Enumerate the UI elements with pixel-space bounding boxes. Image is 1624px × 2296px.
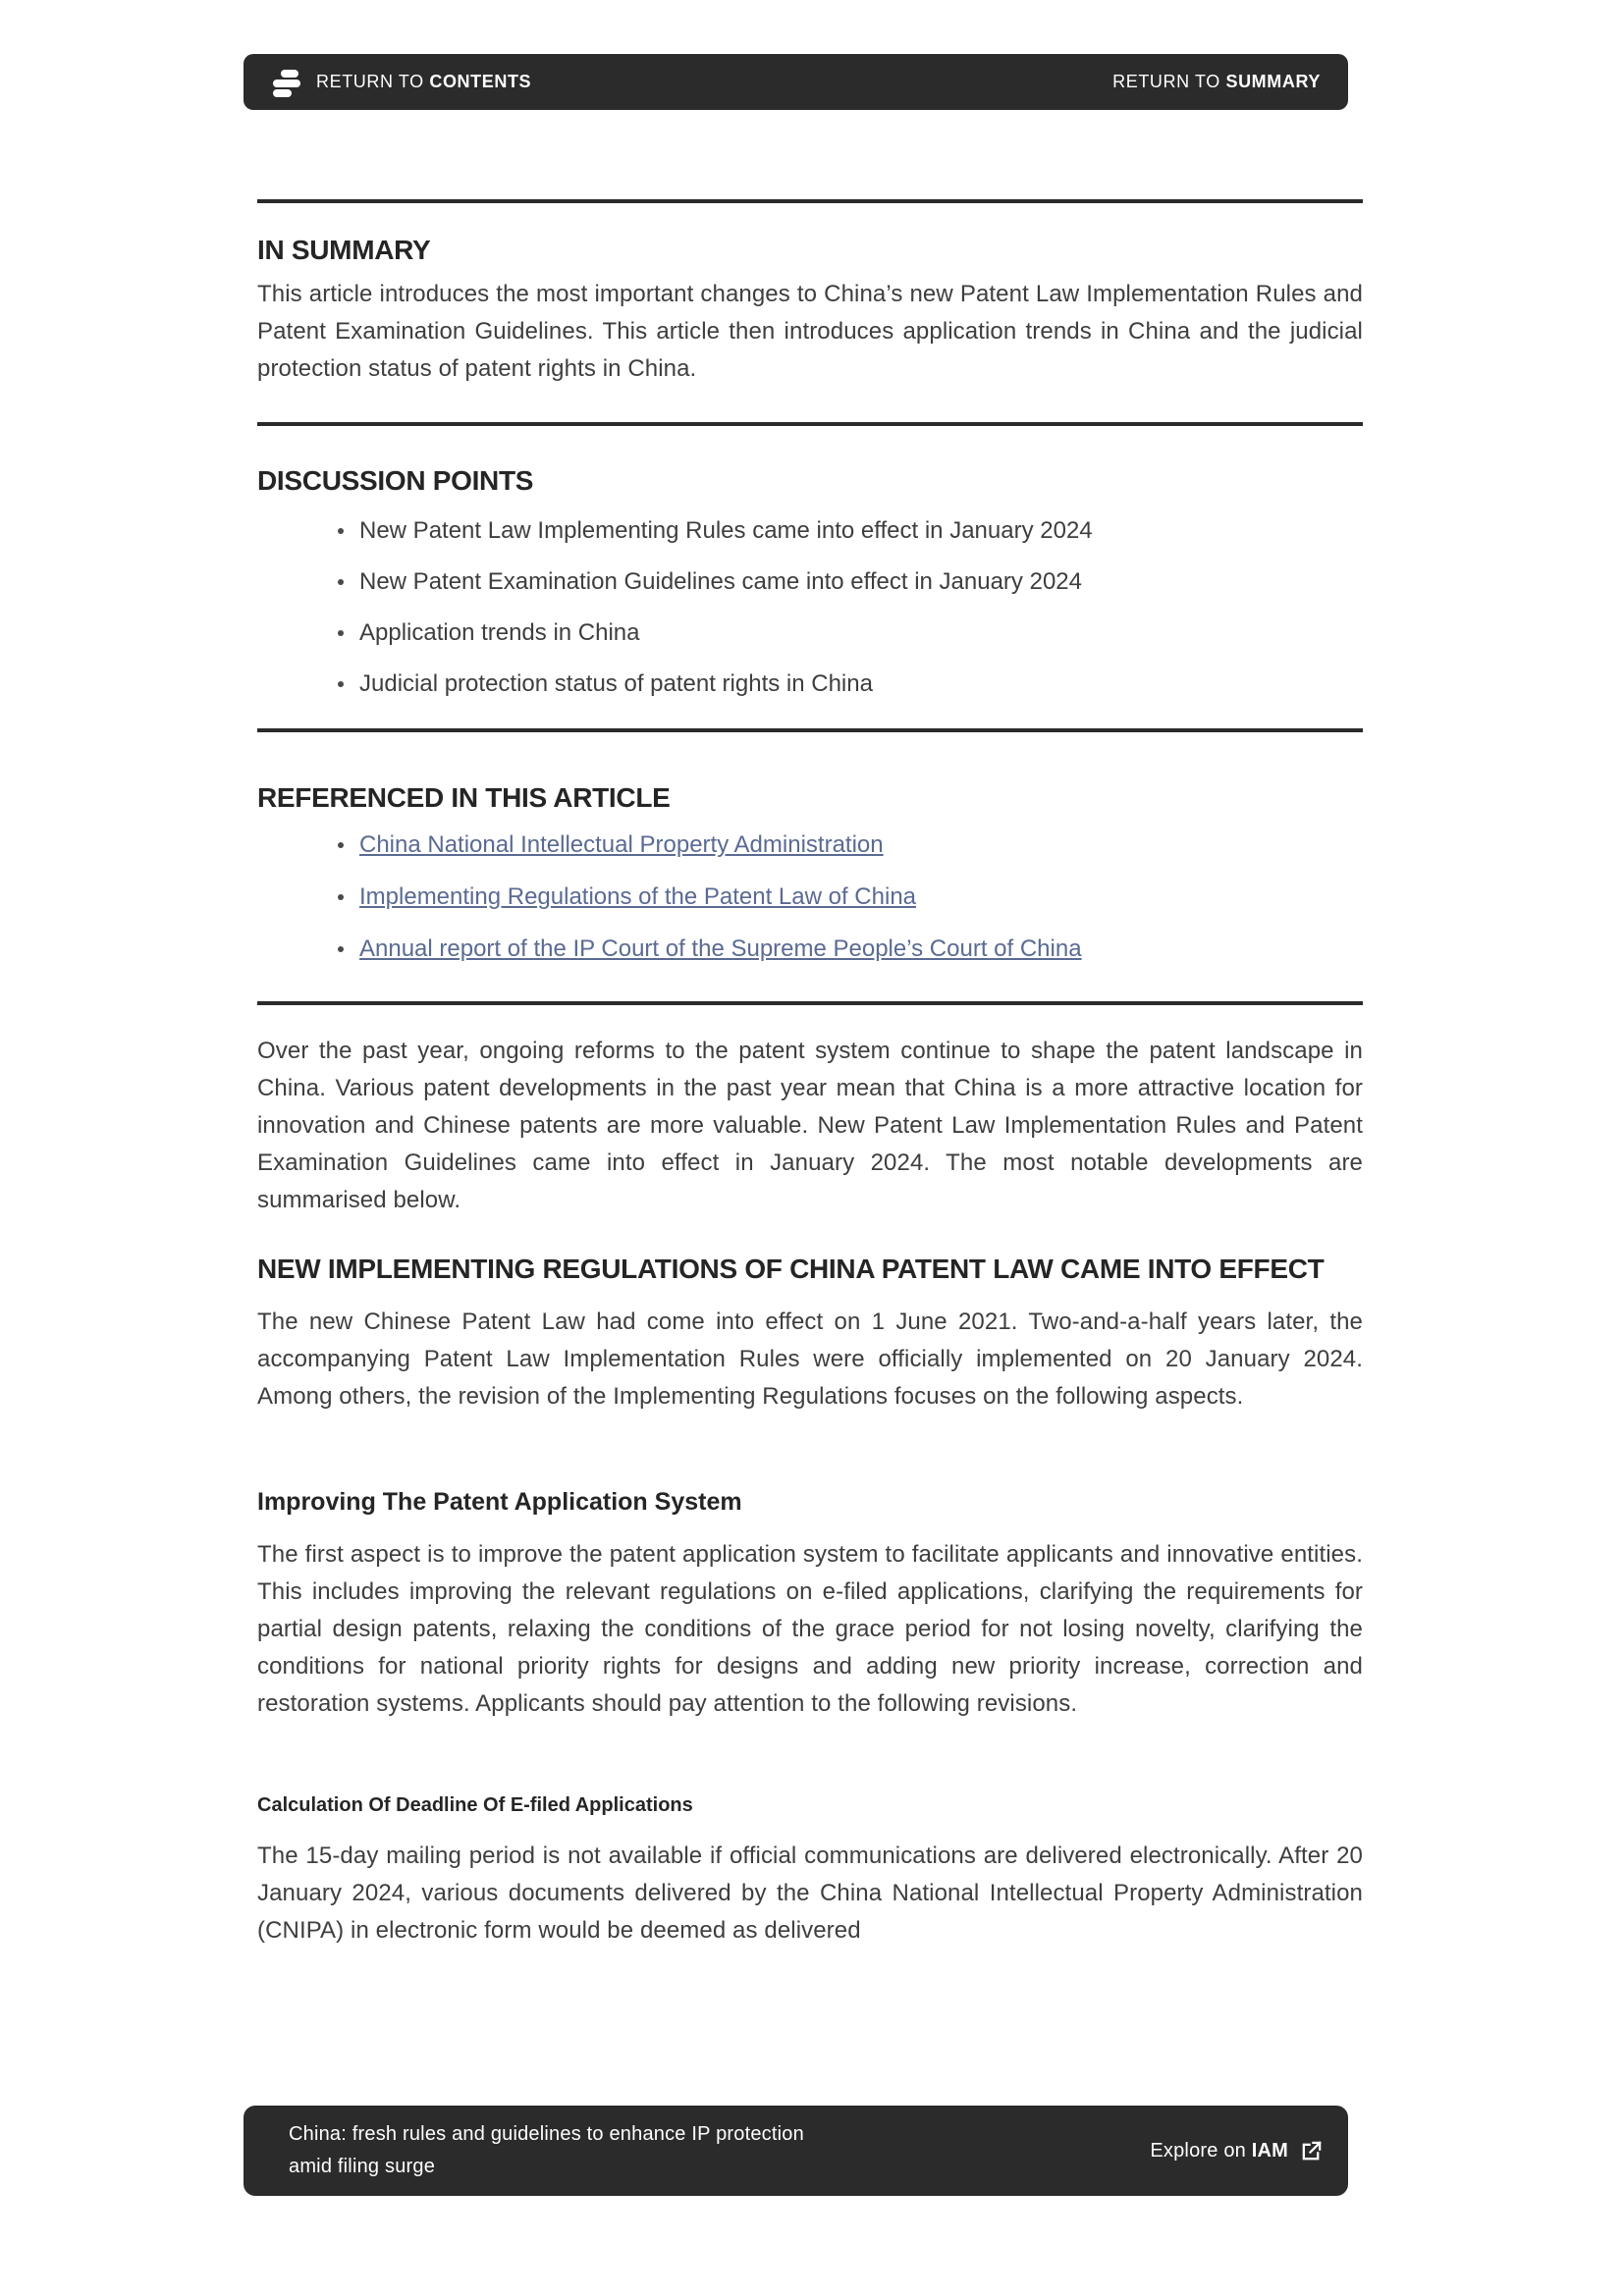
article-subheading-improving-system: Improving The Patent Application System	[257, 1488, 742, 1516]
footer-article-title	[289, 2118, 804, 2183]
article-heading-new-regulations: NEW IMPLEMENTING REGULATIONS OF CHINA PATENT LAW CAME INTO EFFECT	[257, 1254, 1325, 1284]
article-intro-paragraph: Over the past year, ongoing reforms to the patent system continue to shape the patent landscape in China. Various patent developments in the past year mean that China is a more attractive location for innovation and Chinese patents are more valuable. New Patent Law Implementation Rules and Patent Examination Guidelines came into effect in January 2024. The most notable developments are summarised below.	[257, 1038, 1363, 1213]
discussion-point-item: New Patent Examination Guidelines came into effect in January 2024	[257, 567, 1363, 597]
bullet-icon	[338, 630, 344, 636]
footer-article-title-line2: amid filing surge	[289, 2156, 436, 2177]
return-to-contents-button[interactable]	[271, 67, 531, 98]
section-divider	[257, 1001, 1363, 1005]
discussion-point-item: Judicial protection status of patent rights in China	[257, 669, 1363, 699]
article-paragraph-new-regulations: The new Chinese Patent Law had come into effect on 1 June 2021. Two-and-a-half years later, the accompanying Patent Law Implementation Rules were officially implemented on 20 January 2024. Among others, the revision of the Implementing Regulations focuses on the following aspects.	[257, 1308, 1363, 1410]
return-to-contents-label: RETURN TO CONTENTS	[316, 72, 532, 91]
section-divider	[257, 422, 1363, 426]
explore-on-iam-label: Explore on IAM	[1150, 2139, 1288, 2162]
top-nav-bar	[244, 54, 1348, 110]
bullet-icon	[338, 579, 344, 585]
reference-link-cnipa[interactable]: China National Intellectual Property Administration	[359, 831, 884, 858]
article-subheading-deadline-calculation: Calculation Of Deadline Of E-filed Applications	[257, 1794, 693, 1816]
in-summary-body: This article introduces the most important changes to China’s new Patent Law Implementation Rules and Patent Examination Guidelines. This article then introduces application trends in China and the judicial protection status of patent rights in China.	[257, 281, 1363, 382]
external-link-icon	[1300, 2140, 1323, 2163]
bullet-icon	[338, 681, 344, 687]
bullet-icon	[338, 842, 344, 848]
bullet-icon	[338, 946, 344, 952]
footer-article-title-line1: China: fresh rules and guidelines to enhance IP protection	[289, 2123, 804, 2145]
in-summary-title: IN SUMMARY	[257, 235, 431, 265]
section-divider	[257, 728, 1363, 732]
reference-link-annual-report[interactable]: Annual report of the IP Court of the Supreme People’s Court of China	[359, 935, 1082, 962]
bullet-icon	[338, 528, 344, 534]
referenced-links-list	[257, 830, 1363, 987]
reference-link-regulations[interactable]: Implementing Regulations of the Patent Law of China	[359, 883, 917, 910]
footer-bar	[244, 2106, 1348, 2196]
section-divider	[257, 199, 1363, 203]
reference-item	[257, 882, 1363, 912]
explore-on-iam-button[interactable]	[1150, 2140, 1323, 2163]
bullet-icon	[338, 894, 344, 900]
return-to-summary-button[interactable]	[1112, 72, 1321, 92]
discussion-points-list	[257, 516, 1363, 721]
reference-item	[257, 934, 1363, 964]
article-paragraph-improving-system: The first aspect is to improve the patent application system to facilitate applicants and innovative entities. This includes improving the relevant regulations on e-filed applications, clarifying the requirements for partial design patents, relaxing the conditions of the grace period for not losing novelty, clarifying the conditions for national priority rights for designs and adding new priority increase, correction and restoration systems. Applicants should pay attention to the following revisions.	[257, 1541, 1363, 1717]
discussion-points-title: DISCUSSION POINTS	[257, 465, 534, 496]
contents-list-icon	[271, 67, 302, 98]
return-to-summary-label: RETURN TO SUMMARY	[1112, 72, 1321, 91]
referenced-title: REFERENCED IN THIS ARTICLE	[257, 782, 671, 813]
reference-item	[257, 830, 1363, 860]
article-paragraph-deadline-calculation: The 15-day mailing period is not available if official communications are delivered electronically. After 20 January 2024, various documents delivered by the China National Intellectual Property Administration (CNIPA) in electronic form would be deemed as delivered	[257, 1842, 1363, 1944]
discussion-point-item: New Patent Law Implementing Rules came into effect in January 2024	[257, 516, 1363, 546]
discussion-point-item: Application trends in China	[257, 618, 1363, 648]
